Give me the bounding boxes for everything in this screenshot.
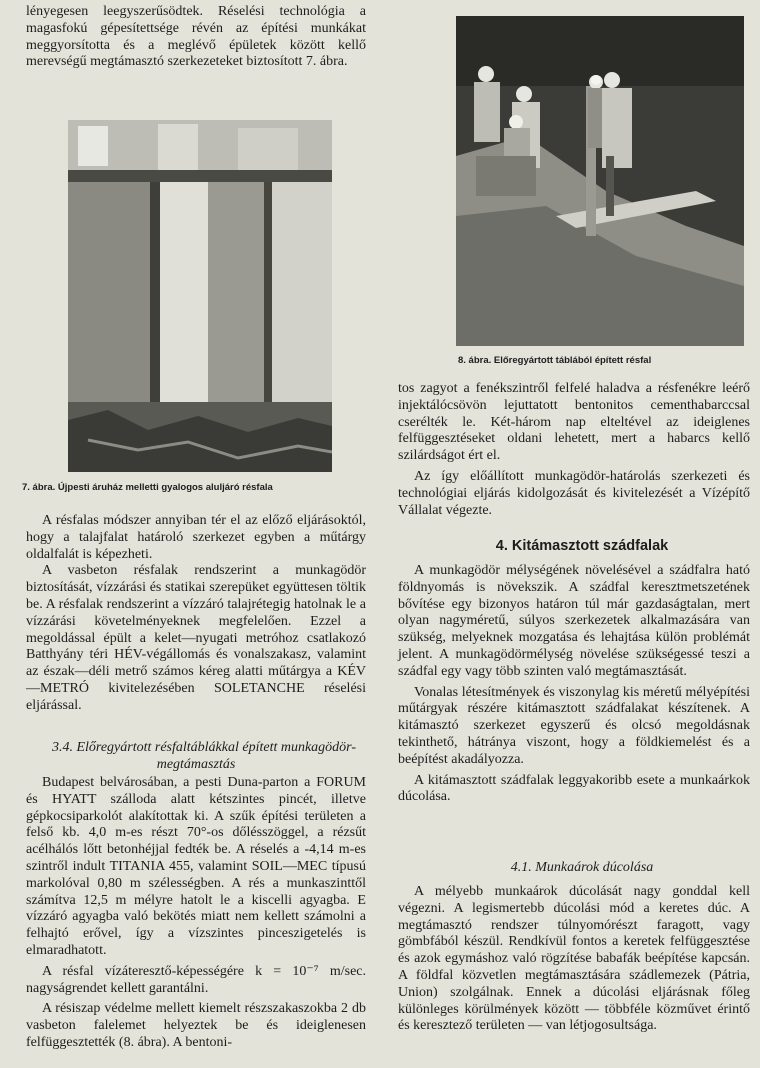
paragraph: tos zagyot a fenékszintről felfelé haladva a résfenékre leérő injektálócsövön lejuttatott bentonitos cementhabarccsal cserélték le. Két-három nap elteltével az ideiglenes felfüggesztéseket oldani lehetett, mert a habarcs kellő szilárdságot ért el. — [398, 381, 750, 464]
section-4-heading-block — [398, 538, 750, 555]
paragraph: A résfalas módszer annyiban tér el az előző eljárásoktól, hogy a talajfalat határoló szerkezet egyben a műtárgy oldalfalát is képezheti. — [26, 513, 366, 562]
intro-paragraph: lényegesen leegyszerűsödtek. Réselési technológia a magasfokú gépesítettsége révén az építési munkákat meggyorsította és a meglévő épületek között kellő merevségű megtámasztó szerkezeteket biztosított 7. ábra. — [26, 4, 366, 70]
figure-8-photo — [456, 16, 744, 346]
paragraph: Vonalas létesítmények és viszonylag kis méretű mélyépítési műtárgyak részére kitámasztott szádfalakat készítenek. A kitámasztó szerkezet egyszerű és olcsó megoldásnak tekinthető, hátránya viszont, hogy a földkiemelést és a beépítést akadályozza. — [398, 684, 750, 767]
section-4-1-title: 4.1. Munkaárok dúcolása — [510, 860, 654, 875]
figure-7-photo — [68, 120, 332, 472]
right-body-text-1 — [398, 381, 750, 519]
paragraph: A résiszap védelme mellett kiemelt részszakaszokba 2 db vasbeton falelemet helyeztek be és ideiglenesen felfüggesztették (8. ábra). A bentoni- — [26, 1001, 366, 1050]
paragraph: Budapest belvárosában, a pesti Duna-parton a FORUM és HYATT szálloda alatt kétszintes pincét, illetve gépkocsiparkolót alakítottak ki. A szűk építési területen a felső kb. 4,0 m-es részt 70°-os dőlésszöggel, a rézsűt acélhálós lőtt betonhéjjal fedték be. A réselés a -4,14 m-es szintről indult TITANIA 455, valamint SOIL—MEC típusú markolóval 0,80 m szélességben. A rés a munkaszinttől számítva 12,5 m mélyre hatolt le a kiscelli agyagba. E vízzáró agyagba való bekötés miatt nem kellett számolni a felhajtó erővel, így a vízszintes pinceszigetelés is elmaradhatott. — [26, 775, 366, 958]
section-3-4-title: 3.4. Előregyártott résfaltáblákkal épített munkagödör-megtámasztás — [51, 740, 357, 772]
right-body-text-3 — [398, 884, 750, 1035]
section-3-4-heading-block — [26, 739, 366, 773]
left-body-text-1 — [26, 513, 366, 715]
paragraph: A résfal vízáteresztő-képességére k = 10⁻⁷ m/sec. nagyságrendet kellett garantálni. — [26, 963, 366, 996]
paragraph: A munkagödör mélységének növelésével a szádfalra ható földnyomás is növekszik. A szádfal keresztmetszetének bővítése egy bizonyos határon túl már gazdaságtalan, mert olyan nagyméretű, súlyos szerkezetek alkalmazására van szükség, melyeknek mozgatása és lehajtása külön problémát jelent. A munkagödörmélység növelése szükségessé teszi a szádfal egy vagy több szinten való megtámasztását. — [398, 563, 750, 679]
paragraph: A mélyebb munkaárok dúcolását nagy gonddal kell végezni. A legismertebb dúcolási mód a keretes dúc. A megtámasztó rendszer túlnyomórészt faragott, vagy gömbfából készül. Rendkívül fontos a keretek felfüggesztése és azok egymáshoz való rögzítése babafák beépítése kapcsán. A földfal közvetlen megtámasztására szádlemezek (Pátria, Union) szolgálnak. Ennek a dúcolási eljárásnak főleg különleges körülmények között — többféle közművet érintő és keresztező területen — van létjogosultsága. — [398, 884, 750, 1034]
paragraph: A vasbeton résfalak rendszerint a munkagödör biztosítását, vízzárási és statikai szerepüket együttesen töltik be. A résfalak rendszerint a vízzáró talajrétegig hatolnak le a vízzárási követelményeknek megfelelően. Ezzel a megoldással épült a kelet—nyugati metróhoz csatlakozó Batthyány téri HÉV-végállomás és vonalszakasz, valamint az észak—déli metrő számos kéreg alatti műtárgya a KÉV—METRÓ kivitelezésében SOLETANCHE réselési eljárással. — [26, 563, 366, 713]
right-body-text-2 — [398, 563, 750, 806]
paragraph: Az így előállított munkagödör-határolás szerkezeti és technológiai eljárás kidolgozását és kivitelezését a Vízépítő Vállalat végezte. — [398, 468, 750, 518]
paragraph: A kitámasztott szádfalak leggyakoribb esete a munkaárkok dúcolása. — [398, 772, 750, 805]
figure-8-caption: 8. ábra. Előregyártott táblából épített résfal — [458, 355, 652, 366]
left-body-text-2 — [26, 775, 366, 1052]
intro-paragraph-block — [26, 4, 366, 71]
section-4-1-heading-block — [398, 859, 750, 876]
figure-7-caption: 7. ábra. Újpesti áruház melletti gyalogos aluljáró résfala — [22, 482, 273, 493]
section-4-title: 4. Kitámasztott szádfalak — [495, 538, 669, 554]
